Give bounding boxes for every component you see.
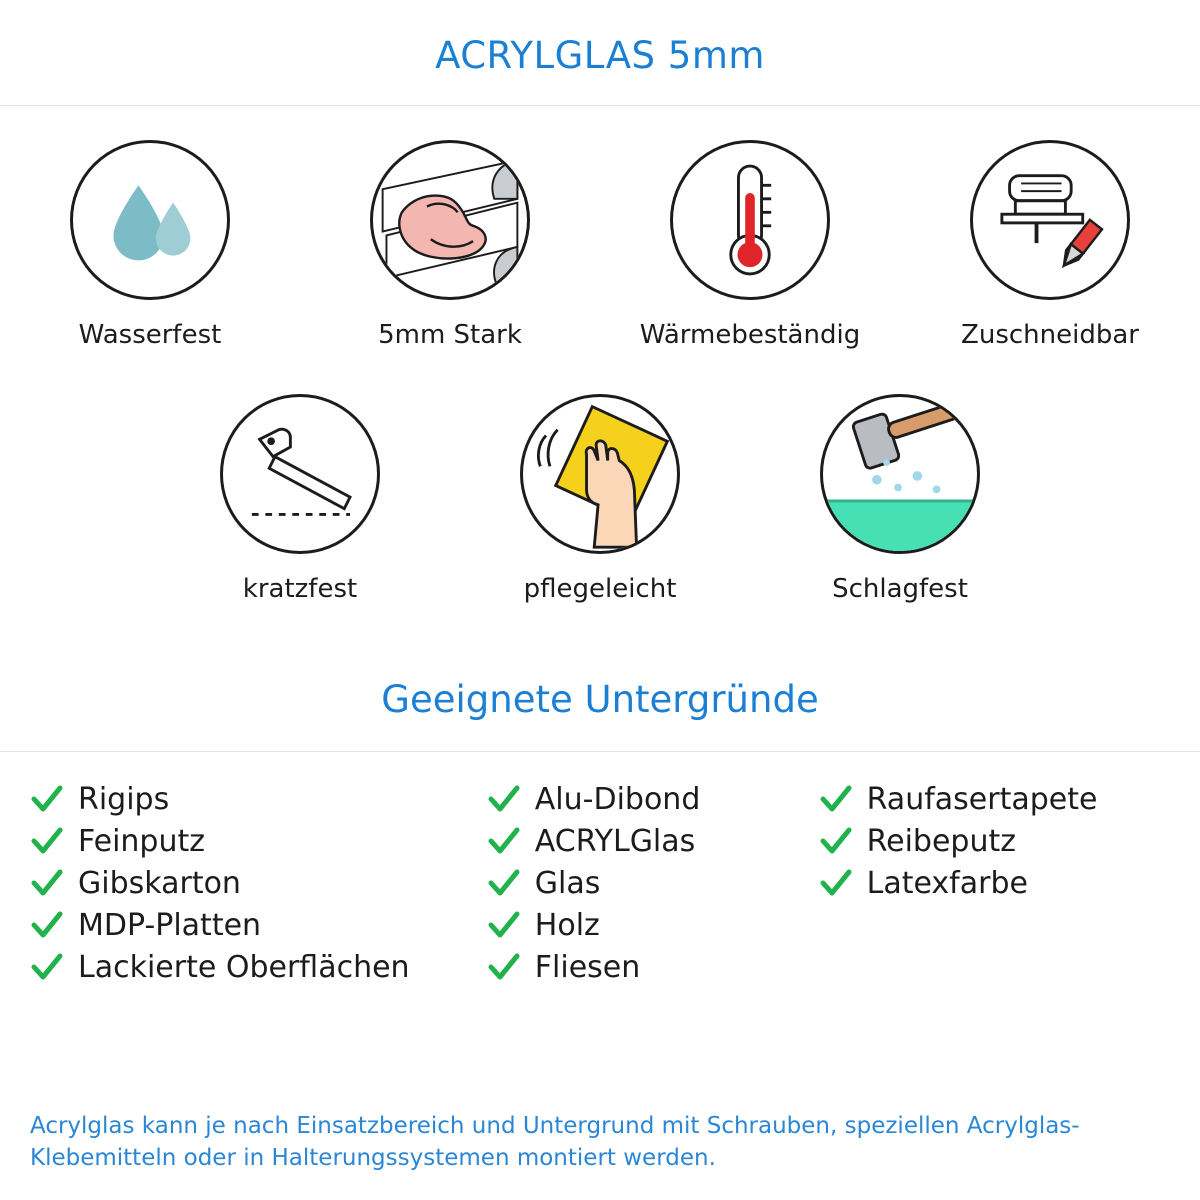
substrates-list — [0, 752, 1200, 988]
list-item — [30, 946, 487, 988]
list-item — [30, 904, 487, 946]
features-row-2 — [0, 394, 1200, 604]
check-icon — [819, 866, 853, 900]
check-icon — [487, 908, 521, 942]
feature-label: Wärmebeständig — [639, 320, 861, 350]
list-item — [819, 820, 1170, 862]
list-item-label: Gibskarton — [78, 865, 241, 901]
list-item — [487, 904, 819, 946]
list-item-label: Latexfarbe — [866, 865, 1028, 901]
feature-label: 5mm Stark — [378, 320, 522, 350]
feature-wasserfest — [0, 140, 300, 350]
hand-cloth-icon — [520, 394, 680, 554]
section-title-substrates: Geeignete Untergründe — [381, 678, 819, 721]
substrates-column-1 — [30, 778, 487, 988]
saw-icon — [220, 394, 380, 554]
water-drops-icon — [70, 140, 230, 300]
check-icon — [30, 908, 64, 942]
list-item — [487, 946, 819, 988]
check-icon — [487, 866, 521, 900]
list-item-label: Holz — [534, 907, 600, 943]
page-title: ACRYLGLAS 5mm — [435, 34, 765, 77]
feature-5mm-stark — [300, 140, 600, 350]
feature-label: pflegeleicht — [523, 574, 677, 604]
features-row-1 — [0, 140, 1200, 350]
feature-label: Wasserfest — [78, 320, 222, 350]
list-item — [30, 820, 487, 862]
feature-schlagfest — [750, 394, 1050, 604]
substrates-column-3 — [819, 778, 1170, 988]
check-icon — [487, 824, 521, 858]
check-icon — [487, 782, 521, 816]
check-icon — [487, 950, 521, 984]
list-item — [819, 778, 1170, 820]
features-section — [0, 106, 1200, 604]
list-item — [30, 778, 487, 820]
list-item-label: Raufasertapete — [866, 781, 1098, 817]
list-item — [487, 862, 819, 904]
feature-label: Zuschneidbar — [961, 320, 1139, 350]
list-item-label: Glas — [534, 865, 601, 901]
list-item-label: Fliesen — [534, 949, 641, 985]
thermometer-icon — [670, 140, 830, 300]
mounting-note: Acrylglas kann je nach Einsatzbereich und Untergrund mit Schrauben, speziellen Acrylglas-Klebemitteln oder in Halterungssystemen montiert werden. — [30, 1112, 1080, 1171]
feature-waermebestaendig — [600, 140, 900, 350]
list-item-label: Alu-Dibond — [534, 781, 701, 817]
substrates-column-2 — [487, 778, 819, 988]
check-icon — [819, 782, 853, 816]
list-item — [487, 778, 819, 820]
feature-pflegeleicht — [450, 394, 750, 604]
list-item-label: MDP-Platten — [78, 907, 262, 943]
feature-zuschneidbar — [900, 140, 1200, 350]
feature-label: Schlagfest — [832, 574, 968, 604]
check-icon — [30, 782, 64, 816]
feature-label: kratzfest — [242, 574, 358, 604]
check-icon — [30, 824, 64, 858]
feature-kratzfest — [150, 394, 450, 604]
check-icon — [819, 824, 853, 858]
hammer-impact-icon — [820, 394, 980, 554]
list-item-label: Lackierte Oberflächen — [78, 949, 410, 985]
list-item — [30, 862, 487, 904]
list-item-label: Reibeputz — [866, 823, 1016, 859]
list-item-label: Feinputz — [78, 823, 205, 859]
check-icon — [30, 950, 64, 984]
check-icon — [30, 866, 64, 900]
list-item — [819, 862, 1170, 904]
list-item-label: ACRYLGlas — [534, 823, 696, 859]
jigsaw-cutter-icon — [970, 140, 1130, 300]
strong-arm-icon — [370, 140, 530, 300]
list-item-label: Rigips — [78, 781, 170, 817]
list-item — [487, 820, 819, 862]
